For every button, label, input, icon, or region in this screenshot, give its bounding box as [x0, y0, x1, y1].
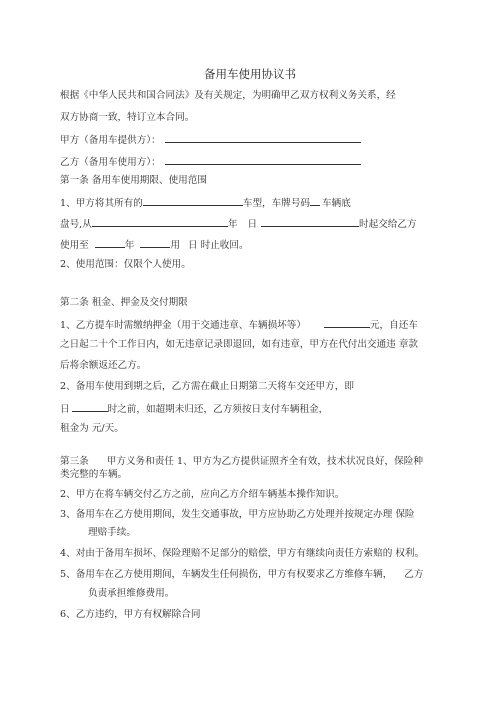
chassis-number-blank[interactable]	[92, 217, 228, 227]
s2-line-1	[60, 318, 418, 332]
end-month-blank[interactable]	[140, 238, 170, 248]
end-year-blank[interactable]	[95, 238, 125, 248]
party-b-label: 乙方（备用车使用方）：	[60, 157, 161, 168]
s3-line-5: 理赔手续。	[88, 527, 136, 538]
s1-line-2-text-c: 日	[247, 219, 258, 230]
s2-rent-line: 租金为 元/天。	[60, 423, 124, 434]
s1-line-3-text-a: 使用至	[60, 240, 89, 251]
section-3-heading: 第三条	[60, 456, 89, 467]
s1-line-1	[60, 196, 351, 210]
s2-line-5	[60, 402, 328, 416]
section-2-heading: 第二条 租金、押金及交付期限	[60, 297, 188, 308]
deposit-amount-blank[interactable]	[324, 318, 370, 328]
s3-line-6: 4、对由于备用车损坏、保险理赔不足部分的赔偿，甲方有继续向责任方索赔的 权利。	[60, 548, 425, 559]
return-day-blank[interactable]	[72, 402, 108, 412]
party-a-label: 甲方（备用车提供方）：	[60, 135, 161, 146]
section-1-heading: 第一条 备用车使用期限、使用范围	[60, 175, 207, 186]
intro-line-1: 根据《中华人民共和国合同法》及有关规定，为明确甲乙双方权利义务关系，经	[60, 90, 396, 101]
s1-line-2	[60, 217, 417, 231]
party-a-blank[interactable]	[165, 133, 361, 143]
s1-line-3	[60, 238, 249, 252]
s3-line-3: 2、甲方在将车辆交付乙方之前，应向乙方介绍车辆基本操作知识。	[60, 489, 345, 500]
s3-line-2: 类完整的车辆。	[60, 469, 128, 480]
s1-line-2-text-d: 时起交给乙方	[359, 219, 417, 230]
start-day-blank[interactable]	[261, 217, 359, 227]
s1-line-3-text-c: 用	[170, 240, 180, 251]
s2-line-1-text-a: 1、乙方提车时需缴纳押金（用于交通违章、车辆损坏等）	[60, 320, 306, 331]
party-b-line	[60, 155, 361, 169]
party-a-line	[60, 133, 361, 147]
s2-line-4: 2、备用车使用到期之后，乙方需在截止日期第二天将车交还甲方，即	[60, 381, 354, 392]
s2-line-5-text-b: 时之前，如超期未归还，乙方须按日支付车辆租金，	[107, 404, 329, 415]
s1-line-3-text-d: 日 时止收回。	[187, 240, 249, 251]
car-model-blank[interactable]	[143, 196, 243, 206]
s1-line-1-text-b: 车型，车牌号码	[242, 198, 311, 209]
s3-line-1-text-b: 甲方义务和责任 1、甲方为乙方提供证照齐全有效，技术状况良好，保险种	[106, 456, 423, 467]
s3-line-1	[60, 456, 423, 468]
s1-usage-scope: 2、使用范围：仅限个人使用。	[60, 259, 191, 270]
s3-line-7-text-b: 乙方	[404, 569, 424, 580]
s1-line-2-text-b: 年	[227, 219, 238, 230]
document-title: 备用车使用协议书	[204, 67, 296, 81]
s3-line-4: 3、备用车在乙方使用期间，发生交通事故，甲方应协助乙方处理并按规定办理 保险	[60, 509, 415, 520]
s1-line-1-text-a: 1、甲方将其所有的	[60, 198, 143, 209]
s2-line-1-text-b: 元，自还车	[369, 320, 418, 331]
s2-line-2: 之日起二十个工作日内，如无违章记录即退回，如有违章，甲方在代付出交通违 章款	[60, 339, 419, 350]
party-b-blank[interactable]	[165, 155, 361, 165]
plate-number-blank[interactable]	[310, 196, 320, 206]
s1-line-3-text-b: 年	[124, 240, 135, 251]
s1-line-2-text-a: 盘号,从	[60, 219, 92, 230]
s3-line-8: 负责承担维修费用。	[88, 588, 175, 599]
s3-line-7-text-a: 5、备用车在乙方使用期间，车辆发生任何损伤，甲方有权要求乙方维修车辆，	[60, 569, 393, 580]
s3-line-9: 6、乙方违约，甲方有权解除合同	[60, 609, 201, 620]
s2-line-3: 后将余额返还乙方。	[60, 360, 147, 371]
s1-line-1-text-c: 车辆底	[322, 198, 351, 209]
s3-line-7	[60, 569, 423, 581]
s2-line-5-text-a: 日	[60, 404, 70, 415]
intro-line-2: 双方协商一致，特订立本合同。	[60, 112, 195, 123]
